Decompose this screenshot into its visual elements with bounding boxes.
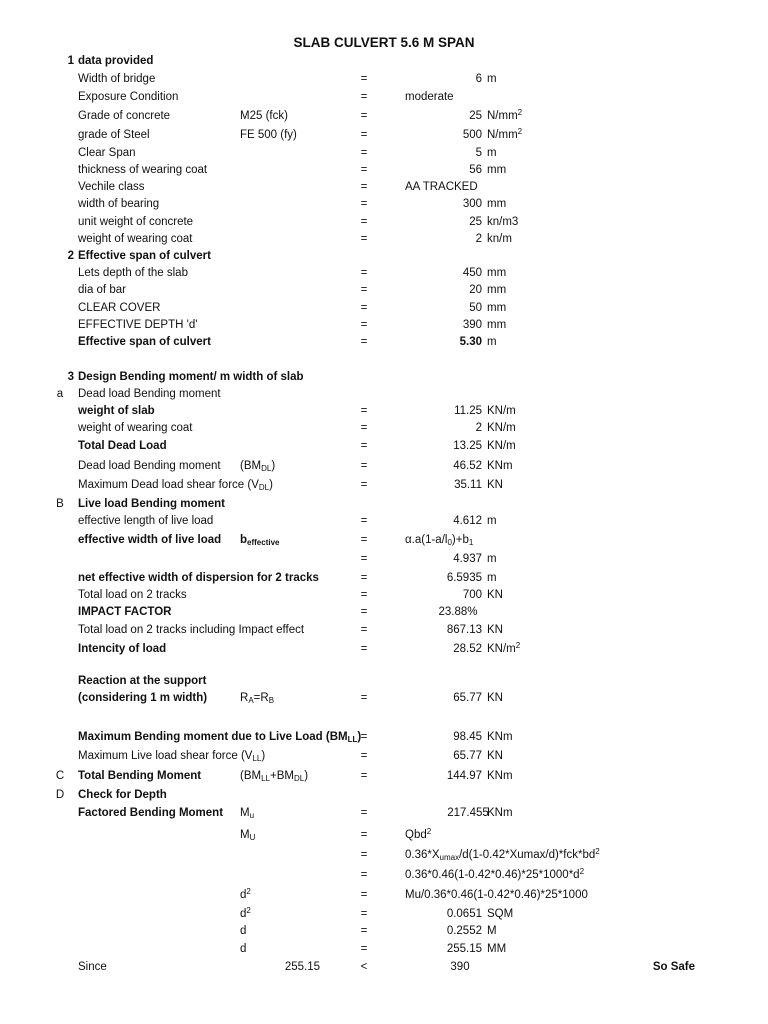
row-unit: mm bbox=[487, 198, 507, 210]
row-value: 867.13 bbox=[446, 624, 482, 636]
equals-sign: = bbox=[360, 198, 368, 210]
row-value: 0.2552 bbox=[446, 925, 482, 937]
row-reaction-at-support bbox=[0, 690, 768, 707]
row-formula: $\alpha.a(1-a/l_0)+b_1$ bbox=[405, 534, 474, 547]
row-label: EFFECTIVE DEPTH 'd' bbox=[78, 319, 198, 331]
equals-sign: = bbox=[360, 460, 368, 472]
row-label: Intencity of load bbox=[78, 643, 167, 655]
row-label: Vechile class bbox=[78, 181, 145, 193]
row-grade-of-steel bbox=[0, 127, 768, 144]
row-label: Exposure Condition bbox=[78, 91, 179, 103]
row-width-of-bridge bbox=[0, 71, 768, 88]
row-value: 0.0651 bbox=[446, 908, 482, 920]
row-formula: Mu/0.36*0.46(1-0.42*0.46)*25*1000 bbox=[405, 889, 588, 901]
subsection-heading: Dead load Bending moment bbox=[78, 388, 221, 400]
equals-sign: = bbox=[360, 216, 368, 228]
row-value: 50 bbox=[469, 302, 482, 314]
row-label: CLEAR COVER bbox=[78, 302, 161, 314]
equals-sign: = bbox=[360, 515, 368, 527]
equals-sign: = bbox=[360, 572, 368, 584]
row-formula: Qbd$^2$ bbox=[405, 827, 432, 841]
row-value: 13.25 bbox=[453, 440, 482, 452]
row-value: 5 bbox=[475, 147, 482, 159]
equals-sign: = bbox=[360, 147, 368, 159]
row-formula-substituted bbox=[0, 867, 768, 884]
row-value: 2 bbox=[475, 233, 482, 245]
row-value: 23.88% bbox=[438, 606, 478, 618]
subsection-a bbox=[0, 386, 768, 403]
row-mu-formula bbox=[0, 827, 768, 844]
row-reference: d bbox=[240, 943, 247, 955]
row-unit: m bbox=[487, 73, 497, 85]
row-text-value: AA TRACKED bbox=[405, 181, 478, 193]
row-grade-of-concrete bbox=[0, 108, 768, 125]
section-heading: data provided bbox=[78, 55, 154, 67]
row-label: Total Bending Moment bbox=[78, 770, 202, 782]
equals-sign: = bbox=[360, 943, 368, 955]
safety-verdict: So Safe bbox=[652, 961, 695, 973]
subsection-letter: B bbox=[56, 498, 64, 510]
row-value: 65.77 bbox=[453, 750, 482, 762]
row-weight-of-slab bbox=[0, 403, 768, 420]
equals-sign: = bbox=[360, 770, 368, 782]
row-label: weight of slab bbox=[78, 405, 155, 417]
row-reference: FE 500 (fy) bbox=[240, 129, 297, 141]
row-clear-span bbox=[0, 145, 768, 162]
row-label: Width of bridge bbox=[78, 73, 156, 85]
row-formula: $0.36*0.46(1-0.42*0.46)*25*1000*d^2$ bbox=[405, 867, 585, 881]
row-value: 6 bbox=[475, 73, 482, 85]
row-formula: $0.36*X_{umax}/d(1-0.42*Xumax/d)*fck*bd^2$ bbox=[405, 847, 600, 862]
row-slab-depth bbox=[0, 265, 768, 282]
row-label: weight of wearing coat bbox=[78, 422, 193, 434]
equals-sign: = bbox=[360, 692, 368, 704]
subsection-heading: Check for Depth bbox=[78, 789, 167, 801]
row-unit: KN/m bbox=[487, 422, 516, 434]
row-value: 25 bbox=[469, 110, 482, 122]
equals-sign: = bbox=[360, 233, 368, 245]
row-unit: mm bbox=[487, 267, 507, 279]
row-unit: m bbox=[487, 147, 497, 159]
row-value: 65.77 bbox=[453, 692, 482, 704]
row-label: weight of wearing coat bbox=[78, 233, 193, 245]
section-design-bending-moment bbox=[0, 369, 768, 386]
row-total-load-with-impact bbox=[0, 622, 768, 639]
row-unit: KN/m bbox=[487, 440, 516, 452]
row-max-bm-live-load bbox=[0, 729, 768, 746]
less-than-sign: < bbox=[360, 961, 368, 973]
equals-sign: = bbox=[360, 422, 368, 434]
row-weight-wearing-coat-2 bbox=[0, 420, 768, 437]
equals-sign: = bbox=[360, 925, 368, 937]
row-unit: KN bbox=[487, 750, 503, 762]
row-unit: KNm bbox=[487, 770, 513, 782]
row-label: Total Dead Load bbox=[78, 440, 167, 452]
row-unit: KN bbox=[487, 692, 503, 704]
row-unit: kn/m bbox=[487, 233, 512, 245]
row-unit: m bbox=[487, 515, 497, 527]
row-value: 4.937 bbox=[453, 553, 482, 565]
row-value: 4.612 bbox=[453, 515, 482, 527]
row-unit: SQM bbox=[487, 908, 514, 920]
row-reference: $M_u$ bbox=[240, 807, 255, 820]
row-value: 28.52 bbox=[453, 643, 482, 655]
section-number: 3 bbox=[67, 371, 74, 383]
row-label: effective length of live load bbox=[78, 515, 214, 527]
row-dead-load-shear bbox=[0, 477, 768, 494]
subsection-b bbox=[0, 496, 768, 513]
row-value: 700 bbox=[462, 589, 482, 601]
row-value: 450 bbox=[462, 267, 482, 279]
equals-sign: = bbox=[360, 643, 368, 655]
row-effective-depth bbox=[0, 317, 768, 334]
row-unit: KNm bbox=[487, 807, 513, 819]
subsection-letter: D bbox=[55, 789, 65, 801]
row-dead-load-bm bbox=[0, 458, 768, 475]
subsection-d bbox=[0, 787, 768, 804]
equals-sign: = bbox=[360, 829, 368, 841]
equals-sign: = bbox=[360, 624, 368, 636]
row-label: Maximum Live load shear force $(V_{LL})$ bbox=[78, 750, 266, 763]
row-unit: KNm bbox=[487, 731, 513, 743]
subsection-letter: C bbox=[55, 770, 65, 782]
section-number: 1 bbox=[67, 55, 74, 67]
row-value: 500 bbox=[462, 129, 482, 141]
row-label: Since bbox=[78, 961, 107, 973]
row-reference: $R_A=R_B$ bbox=[240, 692, 275, 705]
row-unit: m bbox=[487, 553, 497, 565]
row-total-load-2-tracks bbox=[0, 587, 768, 604]
equals-sign: = bbox=[360, 849, 368, 861]
row-label: effective width of live load bbox=[78, 534, 222, 546]
row-intensity-of-load bbox=[0, 641, 768, 658]
row-factored-bm bbox=[0, 805, 768, 822]
equals-sign: = bbox=[360, 606, 368, 618]
row-value: 98.45 bbox=[453, 731, 482, 743]
section-heading: Design Bending moment/ m width of slab bbox=[78, 371, 304, 383]
row-label: Maximum Dead load shear force $(V_{DL})$ bbox=[78, 479, 273, 492]
row-d-squared-value bbox=[0, 906, 768, 923]
equals-sign: = bbox=[360, 589, 368, 601]
subsection-letter: a bbox=[56, 388, 64, 400]
row-text-value: moderate bbox=[405, 91, 454, 103]
row-unit: KN bbox=[487, 624, 503, 636]
equals-sign: = bbox=[360, 869, 368, 881]
equals-sign: = bbox=[360, 750, 368, 762]
row-exposure-condition bbox=[0, 89, 768, 106]
row-value: 144.97 bbox=[446, 770, 482, 782]
row-reference: $d^2$ bbox=[240, 906, 251, 920]
row-value: 2 bbox=[475, 422, 482, 434]
row-effective-span-result bbox=[0, 334, 768, 351]
row-reference: M25 (fck) bbox=[240, 110, 288, 122]
equals-sign: = bbox=[360, 319, 368, 331]
equals-sign: = bbox=[360, 807, 368, 819]
row-reference: $(BM_{LL}+BM_{DL})$ bbox=[240, 770, 309, 783]
row-total-dead-load bbox=[0, 438, 768, 455]
equals-sign: = bbox=[360, 73, 368, 85]
row-reference: $(BM_{DL})$ bbox=[240, 460, 276, 473]
row-unit: mm bbox=[487, 164, 507, 176]
row-value: 300 bbox=[462, 198, 482, 210]
row-unit: m bbox=[487, 336, 497, 348]
row-value: 25 bbox=[469, 216, 482, 228]
row-value: 390 bbox=[462, 319, 482, 331]
row-weight-wearing-coat bbox=[0, 231, 768, 248]
equals-sign: = bbox=[360, 267, 368, 279]
row-unit: mm bbox=[487, 319, 507, 331]
row-d-squared-formula bbox=[0, 887, 768, 904]
row-unit: M bbox=[487, 925, 497, 937]
row-value: 217.455 bbox=[447, 807, 489, 819]
row-label: unit weight of concrete bbox=[78, 216, 194, 228]
row-label: Lets depth of the slab bbox=[78, 267, 188, 279]
row-unit: $N/mm^2$ bbox=[487, 127, 523, 141]
row-unit: KN bbox=[487, 479, 503, 491]
row-value: 255.15 bbox=[446, 943, 482, 955]
row-unit: KN bbox=[487, 589, 503, 601]
equals-sign: = bbox=[360, 129, 368, 141]
row-formula-expanded bbox=[0, 847, 768, 864]
row-label: grade of Steel bbox=[78, 129, 150, 141]
row-d-metres bbox=[0, 923, 768, 940]
row-value: 6.5935 bbox=[446, 572, 482, 584]
row-label: Reaction at the support bbox=[78, 675, 207, 687]
row-unit: $KN/m^2$ bbox=[487, 641, 521, 655]
row-effective-width-live-load bbox=[0, 532, 768, 549]
row-unit: kn/m3 bbox=[487, 216, 519, 228]
row-value: 46.52 bbox=[453, 460, 482, 472]
row-reference: $M_U$ bbox=[240, 829, 256, 842]
page-title: SLAB CULVERT 5.6 M SPAN bbox=[293, 35, 475, 50]
row-value: 20 bbox=[469, 284, 482, 296]
equals-sign: = bbox=[360, 889, 368, 901]
row-effective-width-value bbox=[0, 551, 768, 568]
equals-sign: = bbox=[360, 731, 368, 743]
row-value: 11.25 bbox=[454, 405, 482, 417]
row-label: Grade of concrete bbox=[78, 110, 171, 122]
section-heading: Effective span of culvert bbox=[78, 250, 211, 262]
row-reaction-heading bbox=[0, 673, 768, 690]
row-wearing-coat-thickness bbox=[0, 162, 768, 179]
equals-sign: = bbox=[360, 110, 368, 122]
section-data-provided bbox=[0, 53, 768, 70]
row-unit: mm bbox=[487, 302, 507, 314]
row-label: Dead load Bending moment bbox=[78, 460, 221, 472]
equals-sign: = bbox=[360, 908, 368, 920]
equals-sign: = bbox=[360, 534, 368, 546]
row-width-of-bearing bbox=[0, 196, 768, 213]
row-reference: $b_{effective}$ bbox=[240, 534, 280, 547]
row-since-check bbox=[0, 959, 768, 976]
equals-sign: = bbox=[360, 91, 368, 103]
row-unit: mm bbox=[487, 284, 507, 296]
row-unit: KN/m bbox=[487, 405, 516, 417]
row-impact-factor bbox=[0, 604, 768, 621]
row-effective-length-live-load bbox=[0, 513, 768, 530]
provided-depth: 390 bbox=[450, 961, 470, 973]
row-unit: $N/mm^2$ bbox=[487, 108, 523, 122]
row-reference: $d^2$ bbox=[240, 887, 251, 901]
row-value: 35.11 bbox=[454, 479, 482, 491]
row-unit-weight-concrete bbox=[0, 214, 768, 231]
row-unit: m bbox=[487, 572, 497, 584]
row-label: net effective width of dispersion for 2 tracks bbox=[78, 572, 319, 584]
row-bar-diameter bbox=[0, 282, 768, 299]
row-vehicle-class bbox=[0, 179, 768, 196]
row-reference: d bbox=[240, 925, 247, 937]
row-label: Effective span of culvert bbox=[78, 336, 211, 348]
row-clear-cover bbox=[0, 300, 768, 317]
subsection-heading: Live load Bending moment bbox=[78, 498, 225, 510]
section-number: 2 bbox=[67, 250, 74, 262]
row-unit: MM bbox=[487, 943, 507, 955]
row-value: 5.30 bbox=[459, 336, 482, 348]
equals-sign: = bbox=[360, 405, 368, 417]
row-value: 56 bbox=[469, 164, 482, 176]
row-label: Factored Bending Moment bbox=[78, 807, 224, 819]
equals-sign: = bbox=[360, 479, 368, 491]
subsection-c-total-bm bbox=[0, 768, 768, 785]
row-max-live-load-shear bbox=[0, 748, 768, 765]
row-label: thickness of wearing coat bbox=[78, 164, 208, 176]
equals-sign: = bbox=[360, 181, 368, 193]
row-label: Maximum Bending moment due to Live Load $(BM_{LL})$ bbox=[78, 731, 362, 744]
row-label: Total load on 2 tracks including Impact effect bbox=[78, 624, 305, 636]
equals-sign: = bbox=[360, 440, 368, 452]
equals-sign: = bbox=[360, 336, 368, 348]
computed-depth: 255.15 bbox=[284, 961, 320, 973]
row-label: dia of bar bbox=[78, 284, 126, 296]
row-d-millimetres bbox=[0, 941, 768, 958]
row-label: (considering 1 m width) bbox=[78, 692, 208, 704]
equals-sign: = bbox=[360, 302, 368, 314]
equals-sign: = bbox=[360, 284, 368, 296]
row-label: width of bearing bbox=[78, 198, 160, 210]
row-net-effective-width bbox=[0, 570, 768, 587]
row-unit: KNm bbox=[487, 460, 513, 472]
row-label: Clear Span bbox=[78, 147, 136, 159]
equals-sign: = bbox=[360, 164, 368, 176]
row-label: IMPACT FACTOR bbox=[78, 606, 172, 618]
row-label: Total load on 2 tracks bbox=[78, 589, 187, 601]
section-effective-span bbox=[0, 248, 768, 265]
equals-sign: = bbox=[360, 553, 368, 565]
